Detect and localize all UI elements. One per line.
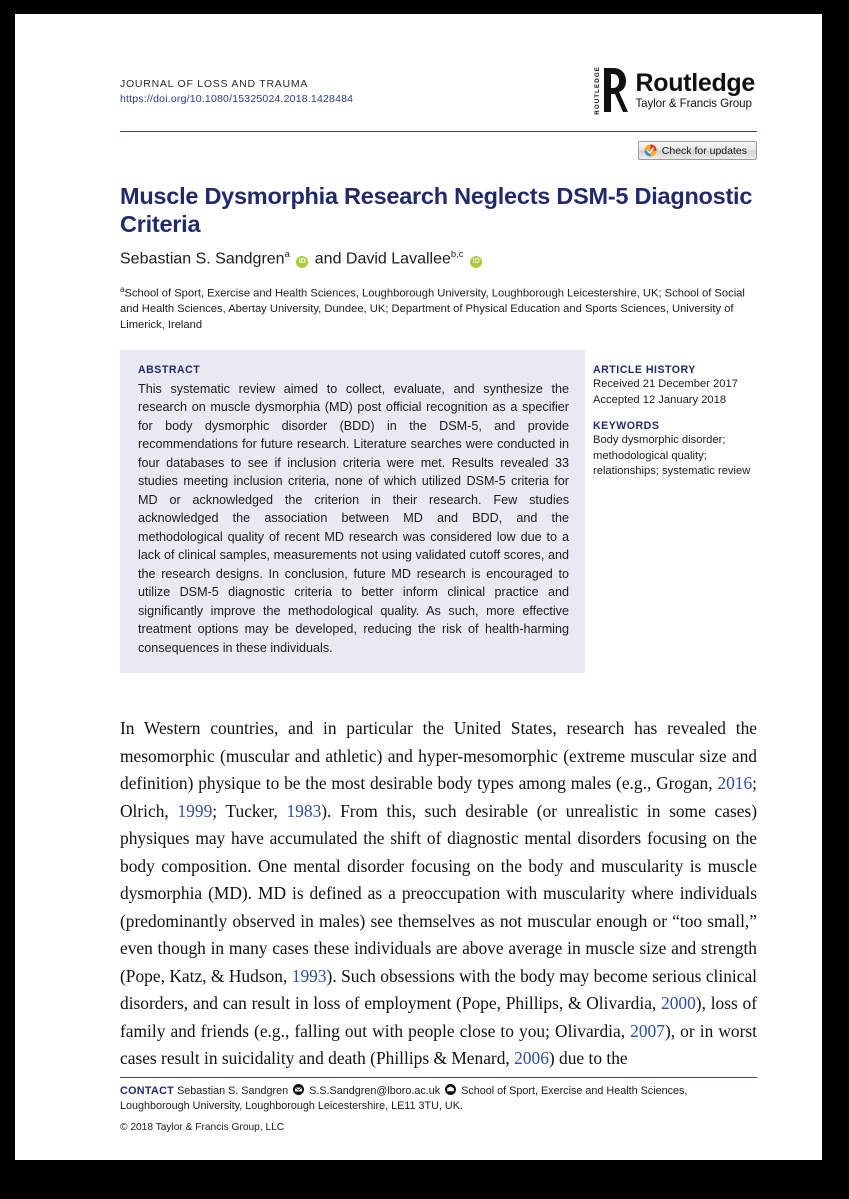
routledge-wordmark: [635, 70, 755, 109]
body-seg-6: ). From this, such desirable (or unrealistic in some cases) physiques may have accumulated the shift of diagnostic mental disorders focusing on the body composition. One mental disorder focusing on the body and muscularity is muscle dysmorphia (MD). MD is defined as a preoccupation with muscularity where individuals (predominantly observed in males) see themselves as not muscular enough or “too small,” even though in many cases these individuals are above average in muscle size and strength (Pope, Katz, & Hudson,: [120, 800, 757, 986]
journal-title: JOURNAL OF LOSS AND TRAUMA: [120, 78, 309, 90]
abstract-box: [120, 350, 585, 674]
contact-line: [120, 1084, 757, 1114]
header-divider: [120, 131, 757, 132]
orcid-icon-first[interactable]: iD: [296, 256, 308, 268]
footer-divider: [120, 1077, 757, 1078]
orcid-icon-second[interactable]: iD: [470, 256, 482, 268]
keywords-label: KEYWORDS: [593, 420, 660, 433]
page-content: [120, 64, 757, 1073]
citation-year-grogan[interactable]: 2016: [717, 773, 753, 794]
abstract-area: [120, 350, 757, 674]
author-name-first: Sebastian S. Sandgren: [120, 250, 285, 268]
routledge-logo: [595, 64, 755, 116]
citation-year-phillips-menard[interactable]: 2006: [514, 1048, 549, 1069]
journal-identity: [120, 78, 353, 105]
author-affil-mark-first: a: [284, 249, 290, 261]
affil-mark-a: a: [120, 284, 125, 294]
routledge-vertical-label: ROUTLEDGE: [594, 65, 602, 115]
page-footer: [120, 1084, 757, 1133]
body-seg-2: ; Olrich,: [120, 773, 757, 821]
body-seg-4: ; Tucker,: [212, 800, 287, 821]
citation-year-olivardia[interactable]: 2007: [630, 1020, 665, 1041]
page-title: Muscle Dysmorphia Research Neglects DSM-5 Diagnostic Criteria: [120, 183, 753, 238]
article-meta-sidebar: [585, 350, 757, 479]
affiliations: [120, 284, 757, 334]
journal-header: [120, 64, 757, 126]
body-seg-10: ), loss of family and friends (e.g., falling out with people close to you; Olivardia,: [120, 993, 757, 1041]
crossmark-icon: [644, 144, 657, 157]
contact-name: Sebastian S. Sandgren: [177, 1085, 289, 1097]
contact-address: School of Sport, Exercise and Health Sciences, Loughborough University, Loughborough Leicestershire, LE11 3TU, UK.: [120, 1085, 688, 1113]
citation-year-tucker[interactable]: 1983: [286, 800, 322, 821]
author-conjunction: and: [314, 250, 342, 268]
abstract-label: ABSTRACT: [138, 363, 201, 376]
contact-label: CONTACT: [120, 1085, 175, 1097]
crossmark-row: [120, 141, 757, 160]
paper-page: [15, 14, 822, 1160]
copyright-notice: © 2018 Taylor & Francis Group, LLC: [120, 1122, 285, 1134]
citation-year-pope-phillips-olivardia[interactable]: 2000: [661, 993, 696, 1014]
doi-link[interactable]: https://doi.org/10.1080/15325024.2018.1428484: [120, 93, 354, 105]
citation-year-olrich[interactable]: 1999: [177, 800, 213, 821]
contact-email-link[interactable]: S.S.Sandgren@lboro.ac.uk: [309, 1085, 441, 1097]
routledge-name: Routledge: [635, 69, 755, 98]
affiliation-text: School of Sport, Exercise and Health Sciences, Loughborough University, Loughborough Leicestershire, UK; School of Social and Health Sciences, Abertay University, Dundee, UK; Department of Physical Education and Sports Sciences, University of Limerick, Ireland: [120, 287, 745, 332]
author-list: [120, 249, 757, 270]
article-history-label: ARTICLE HISTORY: [593, 363, 696, 376]
body-seg-0: In Western countries, and in particular the United States, research has revealed the mesomorphic (muscular and athletic) and hyper-mesomorphic (extreme muscular size and definition) physique to be the most desirable body types among males (e.g., Grogan,: [120, 718, 757, 794]
routledge-r-mark: [602, 67, 628, 113]
abstract-text: This systematic review aimed to collect, evaluate, and synthesize the research on muscle dysmorphia (MD) post official recognition as a specifier for body dysmorphic disorder (BDD) in the DSM-5, and provide recommendations for future research. Literature searches were conducted in four databases to see if inclusion criteria were met. Results revealed 33 studies meeting inclusion criteria, none of which utilized DSM-5 criteria for MD or acknowledged the criterion in their research. Few studies acknowledged the association between MD and BDD, and the methodological quality of recent MD research was considered low due to a lack of clinical samples, measurements not using validated cutoff scores, and the research designs. In conclusion, future MD research is encouraged to utilize DSM-5 diagnostic criteria to better inform clinical practice and significantly improve the methodological quality. As such, more effective treatment options may be developed, reducing the risk of health-harming consequences in these individuals.: [138, 381, 569, 655]
body-seg-8: ). Such obsessions with the body may become serious clinical disorders, and can result in loss of employment (Pope, Phillips, & Olivardia,: [120, 965, 757, 1014]
body-paragraph: [120, 715, 757, 1073]
author-affil-mark-second: b,c: [450, 249, 464, 261]
envelope-icon: [293, 1084, 304, 1095]
author-name-second: David Lavallee: [345, 250, 451, 268]
citation-year-pope-katz-hudson[interactable]: 1993: [291, 965, 327, 986]
keywords-text: Body dysmorphic disorder; methodological quality; relationships; systematic review: [593, 434, 751, 477]
check-for-updates-button[interactable]: [638, 141, 757, 160]
routledge-tagline: Taylor & Francis Group: [635, 96, 752, 110]
body-seg-14: ) due to the: [548, 1048, 628, 1069]
accepted-date: Accepted 12 January 2018: [593, 394, 727, 407]
received-date: Received 21 December 2017: [593, 377, 738, 390]
address-icon: [445, 1084, 456, 1095]
body-seg-12: ), or in worst cases result in suicidality and death (Phillips & Menard,: [120, 1020, 757, 1069]
check-for-updates-label: Check for updates: [661, 144, 747, 157]
